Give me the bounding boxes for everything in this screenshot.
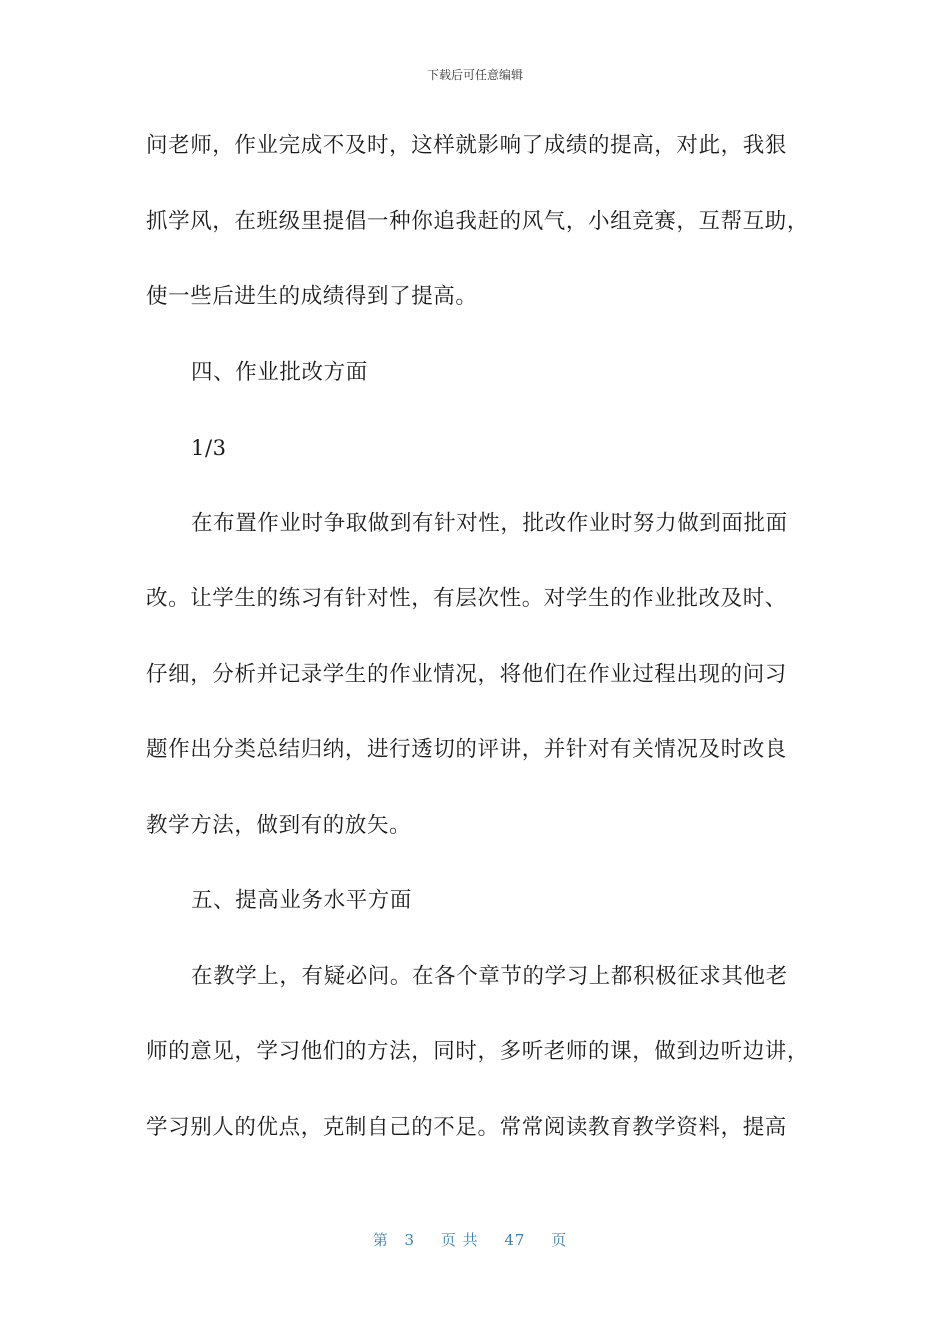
- page-footer: [0, 1229, 950, 1250]
- footer-middle: 页 共: [440, 1231, 479, 1249]
- paragraph-line: 师的意见，学习他们的方法，同时，多听老师的课，做到边听边讲，: [146, 1039, 810, 1064]
- page-header: 下载后可任意编辑: [426, 68, 523, 82]
- paragraph-line: 改。让学生的练习有针对性，有层次性。对学生的作业批改及时、: [146, 586, 787, 611]
- paragraph-line: 学习别人的优点，克制自己的不足。常常阅读教育教学资料，提高: [146, 1114, 787, 1140]
- paragraph-line: 题作出分类总结归纳，进行透切的评讲，并针对有关情况及时改良: [146, 737, 787, 762]
- section-heading: 五、提高业务水平方面: [191, 888, 413, 913]
- paragraph-line: 抓学风，在班级里提倡一种你追我赶的风气，小组竞赛，互帮互助，: [146, 208, 810, 234]
- page-marker: 1/3: [191, 436, 227, 460]
- footer-suffix: 页: [551, 1231, 568, 1249]
- paragraph-line: 使一些后进生的成绩得到了提高。: [146, 284, 478, 309]
- total-pages-number: 47: [504, 1231, 526, 1249]
- paragraph-line: 教学方法，做到有的放矢。: [146, 812, 412, 838]
- paragraph-line: 仔细，分析并记录学生的作业情况，将他们在作业过程出现的问习: [146, 661, 787, 687]
- paragraph-line: 在教学上，有疑必问。在各个章节的学习上都积极征求其他老: [191, 963, 788, 989]
- paragraph-line: 问老师，作业完成不及时，这样就影响了成绩的提高，对此，我狠: [146, 133, 787, 158]
- document-body: [146, 128, 816, 1185]
- paragraph-line: 在布置作业时争取做到有针对性，批改作业时努力做到面批面: [191, 510, 788, 536]
- footer-prefix: 第: [372, 1231, 389, 1249]
- section-heading: 四、作业批改方面: [191, 359, 368, 385]
- current-page-number: 3: [404, 1231, 416, 1249]
